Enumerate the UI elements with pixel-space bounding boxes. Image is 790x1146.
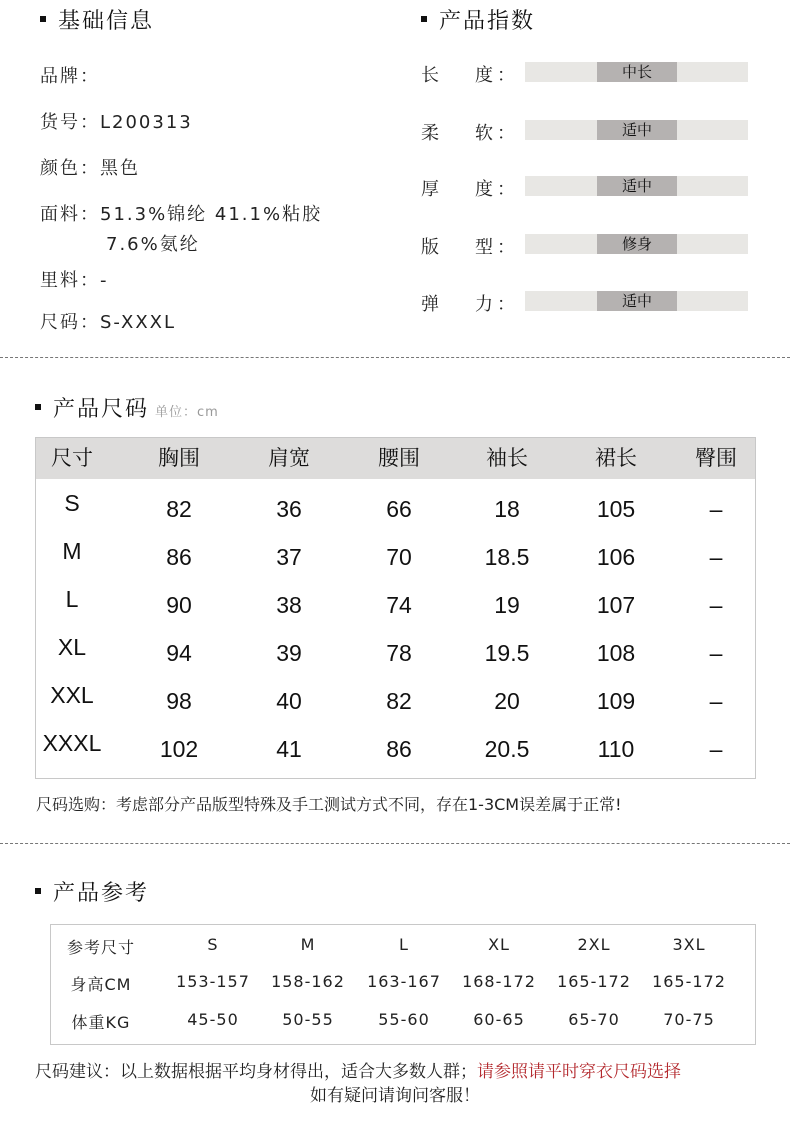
bullet-square-icon bbox=[40, 16, 46, 22]
index-label-char: 度 bbox=[475, 65, 493, 86]
reference-value-cell: 50-55 bbox=[282, 1010, 334, 1029]
size-header-cell: 肩宽 bbox=[268, 446, 310, 470]
size-value-cell: 36 bbox=[276, 496, 302, 522]
section-divider bbox=[0, 357, 790, 358]
index-label bbox=[421, 175, 515, 201]
size-advice-highlight: 请参照请平时穿衣尺码选择 bbox=[477, 1062, 681, 1082]
index-label-colon: ： bbox=[497, 237, 515, 258]
reference-value-cell: 168-172 bbox=[462, 972, 536, 991]
size-value-cell: 37 bbox=[276, 544, 302, 570]
section-divider bbox=[0, 843, 790, 844]
size-chart-title: 产品尺码 单位：cm bbox=[35, 392, 219, 423]
reference-value-cell: 153-157 bbox=[176, 972, 250, 991]
size-header-cell: 袖长 bbox=[486, 446, 528, 470]
basic-info-title: 基础信息 bbox=[40, 4, 154, 35]
reference-value-cell: 60-65 bbox=[473, 1010, 525, 1029]
info-fabric: 面料：51.3%锦纶 41.1%粘胶 bbox=[40, 204, 323, 225]
reference-value-cell: 165-172 bbox=[557, 972, 631, 991]
size-header-cell: 胸围 bbox=[158, 446, 200, 470]
size-table bbox=[35, 437, 756, 779]
size-value-cell: 78 bbox=[386, 640, 412, 666]
size-label-cell: XXL bbox=[50, 682, 94, 708]
size-header-cell: 裙长 bbox=[595, 446, 637, 470]
size-header-cell: 尺寸 bbox=[51, 446, 93, 470]
size-value-cell: 109 bbox=[596, 688, 636, 714]
reference-row-label: 身高CM bbox=[70, 975, 132, 994]
info-color: 颜色：黑色 bbox=[40, 158, 140, 179]
index-bar bbox=[525, 176, 748, 196]
size-value-cell: 39 bbox=[276, 640, 302, 666]
size-value-cell: 108 bbox=[596, 640, 636, 666]
index-label-char: 型 bbox=[475, 237, 493, 258]
index-label-char: 力 bbox=[475, 294, 493, 315]
reference-value-cell: 45-50 bbox=[187, 1010, 239, 1029]
index-label bbox=[421, 61, 515, 87]
size-value-cell: 40 bbox=[276, 688, 302, 714]
index-label-char: 长 bbox=[421, 65, 439, 86]
size-value-cell: – bbox=[709, 496, 723, 522]
size-value-cell: 18 bbox=[494, 496, 520, 522]
size-value-cell: 70 bbox=[386, 544, 412, 570]
unit-label: 单位：cm bbox=[155, 405, 219, 420]
size-value-cell: 94 bbox=[166, 640, 192, 666]
size-value-cell: 20 bbox=[494, 688, 520, 714]
index-bar bbox=[525, 120, 748, 140]
reference-value-cell: 158-162 bbox=[271, 972, 345, 991]
reference-value-cell: S bbox=[207, 935, 219, 954]
index-label-char: 柔 bbox=[421, 123, 439, 144]
reference-value-cell: 163-167 bbox=[367, 972, 441, 991]
bullet-square-icon bbox=[35, 404, 41, 410]
size-value-cell: 102 bbox=[159, 736, 199, 762]
index-bar-marker: 适中 bbox=[597, 176, 677, 196]
size-label-cell: L bbox=[65, 586, 79, 612]
size-value-cell: – bbox=[709, 544, 723, 570]
index-label-char: 软 bbox=[475, 123, 493, 144]
index-label-char: 版 bbox=[421, 237, 439, 258]
index-bar bbox=[525, 62, 748, 82]
size-value-cell: 90 bbox=[166, 592, 192, 618]
index-label-colon: ： bbox=[497, 65, 515, 86]
info-brand: 品牌： bbox=[40, 66, 100, 87]
size-value-cell: 74 bbox=[386, 592, 412, 618]
reference-value-cell: 55-60 bbox=[378, 1010, 430, 1029]
size-value-cell: 19 bbox=[494, 592, 520, 618]
size-value-cell: 107 bbox=[596, 592, 636, 618]
reference-value-cell: 70-75 bbox=[663, 1010, 715, 1029]
index-label-colon: ： bbox=[497, 123, 515, 144]
index-label bbox=[421, 290, 515, 316]
index-bar-marker: 修身 bbox=[597, 234, 677, 254]
reference-table bbox=[50, 924, 756, 1045]
size-value-cell: 82 bbox=[166, 496, 192, 522]
size-label-cell: S bbox=[64, 490, 80, 516]
info-lining: 里料：- bbox=[40, 270, 109, 291]
info-fabric-cont: 7.6%氨纶 bbox=[106, 234, 200, 255]
size-advice bbox=[35, 1057, 681, 1082]
reference-title: 产品参考 bbox=[35, 876, 149, 907]
size-value-cell: – bbox=[709, 688, 723, 714]
index-label bbox=[421, 119, 515, 145]
size-advice-text: 尺码建议：以上数据根据平均身材得出，适合大多数人群； bbox=[35, 1062, 477, 1082]
bullet-square-icon bbox=[35, 888, 41, 894]
bullet-square-icon bbox=[421, 16, 427, 22]
size-label-cell: XL bbox=[57, 634, 87, 660]
size-value-cell: 110 bbox=[597, 736, 635, 762]
info-size-range: 尺码：S-XXXL bbox=[40, 312, 177, 333]
reference-value-cell: 2XL bbox=[577, 935, 611, 954]
index-label-char: 厚 bbox=[421, 179, 439, 200]
size-value-cell: 98 bbox=[166, 688, 192, 714]
size-value-cell: – bbox=[709, 736, 723, 762]
index-label bbox=[421, 233, 515, 259]
size-value-cell: 66 bbox=[386, 496, 412, 522]
size-label-cell: XXXL bbox=[42, 730, 102, 756]
size-header-cell: 臀围 bbox=[695, 446, 737, 470]
index-label-colon: ： bbox=[497, 294, 515, 315]
product-index-title: 产品指数 bbox=[421, 4, 535, 35]
reference-value-cell: XL bbox=[488, 935, 510, 954]
size-value-cell: 106 bbox=[596, 544, 636, 570]
contact-note: 如有疑问请询问客服！ bbox=[310, 1086, 480, 1106]
size-value-cell: 18.5 bbox=[484, 544, 530, 570]
index-label-char: 度 bbox=[475, 179, 493, 200]
size-value-cell: 105 bbox=[596, 496, 636, 522]
index-bar bbox=[525, 291, 748, 311]
size-value-cell: 41 bbox=[276, 736, 302, 762]
size-value-cell: 86 bbox=[386, 736, 412, 762]
size-note: 尺码选购：考虑部分产品版型特殊及手工测试方式不同，存在1-3CM误差属于正常! bbox=[36, 795, 622, 814]
index-bar-marker: 中长 bbox=[597, 62, 677, 82]
reference-row-label: 体重KG bbox=[71, 1013, 131, 1032]
reference-value-cell: M bbox=[300, 935, 316, 954]
size-value-cell: – bbox=[709, 592, 723, 618]
reference-value-cell: 165-172 bbox=[652, 972, 726, 991]
size-value-cell: 86 bbox=[166, 544, 192, 570]
size-value-cell: 38 bbox=[276, 592, 302, 618]
index-bar bbox=[525, 234, 748, 254]
reference-value-cell: L bbox=[399, 935, 409, 954]
size-value-cell: 19.5 bbox=[484, 640, 530, 666]
index-bar-marker: 适中 bbox=[597, 120, 677, 140]
size-value-cell: – bbox=[709, 640, 723, 666]
index-label-colon: ： bbox=[497, 179, 515, 200]
index-bar-marker: 适中 bbox=[597, 291, 677, 311]
reference-value-cell: 65-70 bbox=[568, 1010, 620, 1029]
reference-value-cell: 3XL bbox=[672, 935, 706, 954]
size-label-cell: M bbox=[62, 538, 82, 564]
size-table-header bbox=[36, 438, 755, 479]
size-value-cell: 82 bbox=[386, 688, 412, 714]
info-item-number: 货号：L200313 bbox=[40, 112, 193, 133]
size-value-cell: 20.5 bbox=[484, 736, 530, 762]
reference-row-label: 参考尺寸 bbox=[66, 938, 135, 957]
size-header-cell: 腰围 bbox=[378, 446, 420, 470]
index-label-char: 弹 bbox=[421, 294, 439, 315]
